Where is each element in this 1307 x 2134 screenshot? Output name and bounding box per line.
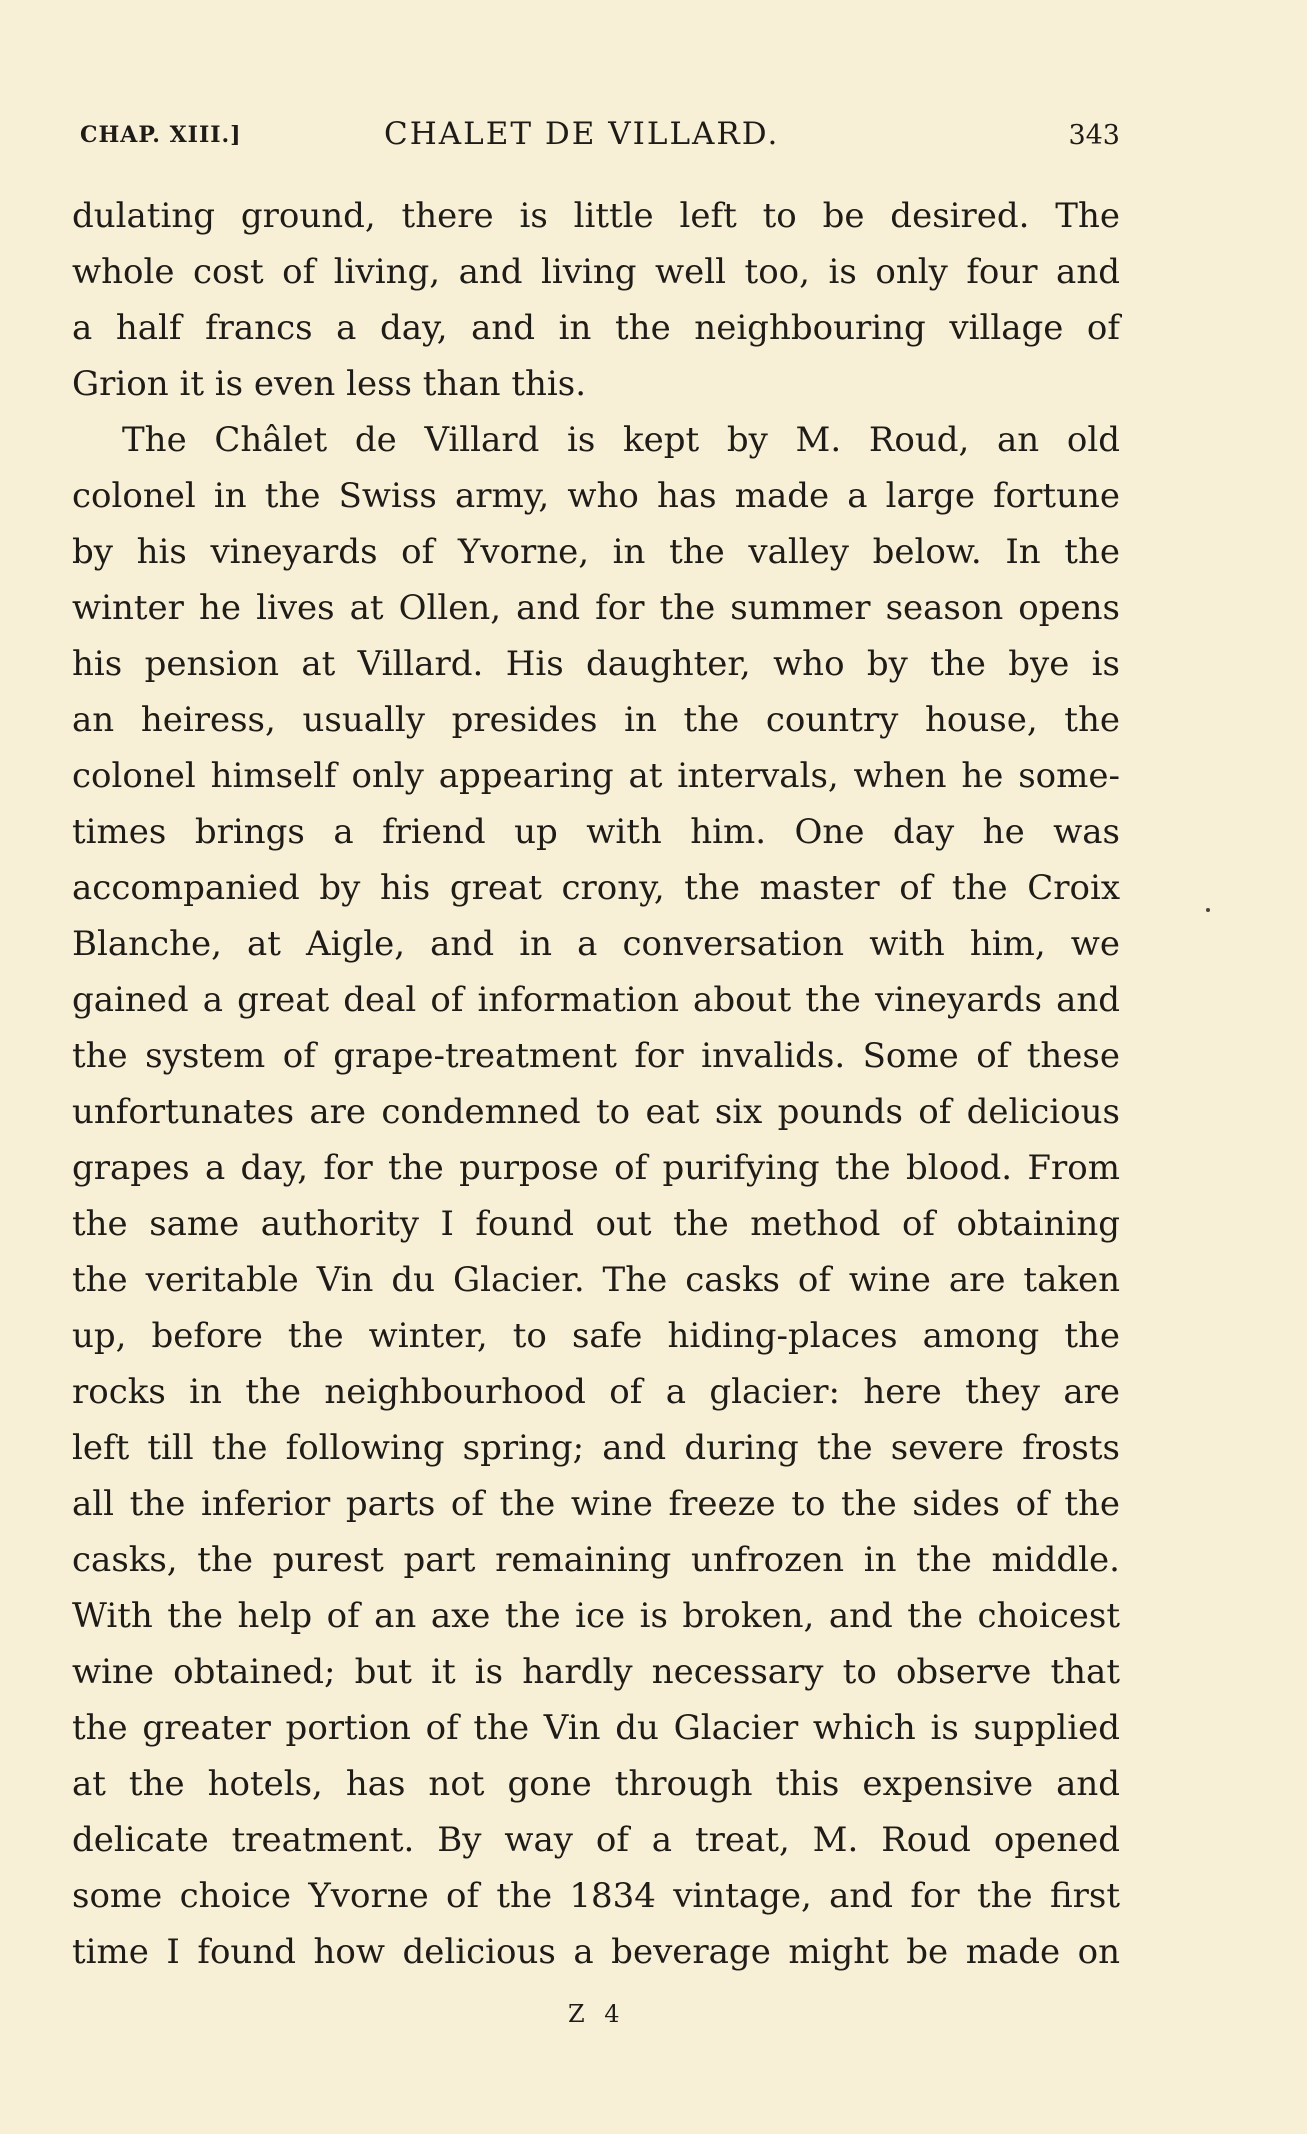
text-line: wine obtained; but it is hardly necessary to observe that <box>72 1652 1120 1692</box>
text-line: by his vineyards of Yvorne, in the valley below. In the <box>72 532 1120 572</box>
text-line: Grion it is even less than this. <box>72 364 587 404</box>
text-line: the veritable Vin du Glacier. The casks of wine are taken <box>72 1260 1120 1300</box>
text-line: all the inferior parts of the wine freeze to the sides of the <box>72 1484 1120 1524</box>
text-line: colonel himself only appearing at intervals, when he some- <box>72 756 1120 796</box>
body-text <box>72 188 1120 1980</box>
text-line: the greater portion of the Vin du Glacier which is supplied <box>72 1708 1120 1748</box>
signature-mark: Z 4 <box>568 2000 626 2028</box>
text-line: gained a great deal of information about the vineyards and <box>72 980 1120 1020</box>
text-line: the same authority I found out the method of obtaining <box>72 1204 1120 1244</box>
text-line: whole cost of living, and living well too, is only four and <box>72 252 1120 292</box>
text-line: some choice Yvorne of the 1834 vintage, and for the first <box>72 1876 1120 1916</box>
chapter-marker: CHAP. XIII.] <box>80 122 242 148</box>
text-line: left till the following spring; and during the severe frosts <box>72 1428 1120 1468</box>
text-line: With the help of an axe the ice is broken, and the choicest <box>72 1596 1120 1636</box>
paragraph-start-line: The Châlet de Villard is kept by M. Roud, an old <box>122 420 1120 460</box>
text-line: times brings a friend up with him. One day he was <box>72 812 1120 852</box>
running-head <box>80 116 1120 156</box>
text-line: a half francs a day, and in the neighbouring village of <box>72 308 1120 348</box>
text-line: casks, the purest part remaining unfrozen in the middle. <box>72 1540 1120 1580</box>
text-line: the system of grape-treatment for invalids. Some of these <box>72 1036 1120 1076</box>
text-line: unfortunates are condemned to eat six pounds of delicious <box>72 1092 1120 1132</box>
text-line: delicate treatment. By way of a treat, M. Roud opened <box>72 1820 1120 1860</box>
text-line: up, before the winter, to safe hiding-places among the <box>72 1316 1120 1356</box>
running-title: CHALET DE VILLARD. <box>384 116 780 152</box>
paper-speck <box>1206 908 1210 912</box>
page-number: 343 <box>1068 120 1120 151</box>
text-line: winter he lives at Ollen, and for the summer season opens <box>72 588 1120 628</box>
text-line: colonel in the Swiss army, who has made a large fortune <box>72 476 1120 516</box>
text-line: accompanied by his great crony, the master of the Croix <box>72 868 1120 908</box>
text-line: dulating ground, there is little left to be desired. The <box>72 196 1120 236</box>
text-line: an heiress, usually presides in the country house, the <box>72 700 1120 740</box>
text-line: at the hotels, has not gone through this expensive and <box>72 1764 1120 1804</box>
text-line: grapes a day, for the purpose of purifying the blood. From <box>72 1148 1120 1188</box>
text-line: Blanche, at Aigle, and in a conversation with him, we <box>72 924 1120 964</box>
text-line: his pension at Villard. His daughter, who by the bye is <box>72 644 1120 684</box>
text-line: rocks in the neighbourhood of a glacier: here they are <box>72 1372 1120 1412</box>
text-line: time I found how delicious a beverage might be made on <box>72 1932 1120 1972</box>
